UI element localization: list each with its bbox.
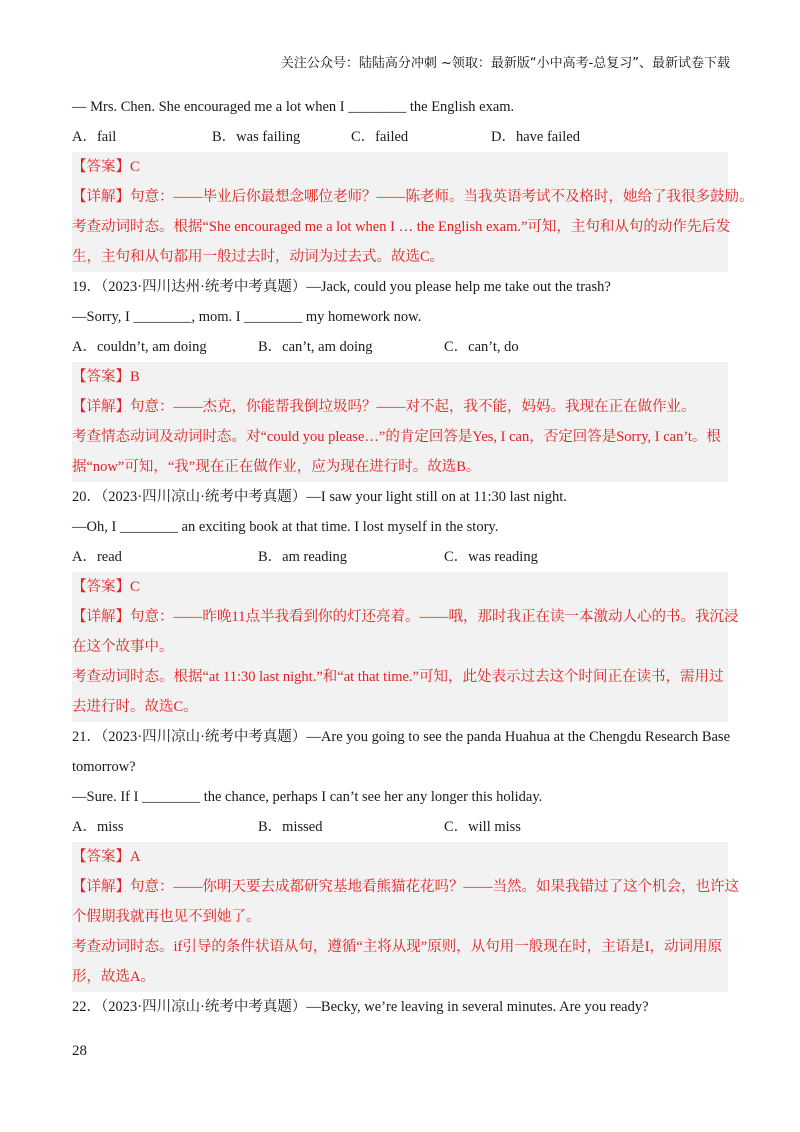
q19-detail-2: 考查情态动词及动词时态。对“could you please…”的肯定回答是Yes, I can，否定回答是Sorry, I can’t。根 <box>72 429 721 445</box>
q20-reply: —Oh, I ________ an exciting book at that time. I lost myself in the story. <box>72 519 499 535</box>
q21-detail-1: 【详解】句意：——你明天要去成都研究基地看熊猫花花吗？——当然。如果我错过了这个机会，也许这 <box>72 879 739 895</box>
q18-options <box>72 122 728 152</box>
q21-detail-3: 考查动词时态。if引导的条件状语从句，遵循“主将从现”原则，从句用一般现在时，主语是I，动词用原 <box>72 939 723 955</box>
q20-options <box>72 542 728 572</box>
q19-option-a: A．couldn’t, am doing <box>72 339 207 355</box>
q18-option-d: D．have failed <box>491 129 580 145</box>
q22-stem: 22．（2023·四川凉山·统考中考真题）—Becky, we’re leaving in several minutes. Are you ready? <box>72 999 649 1015</box>
q18-line: — Mrs. Chen. She encouraged me a lot when I ________ the English exam. <box>72 99 515 115</box>
q20-option-c: C．was reading <box>444 549 538 565</box>
q20-option-a: A．read <box>72 549 122 565</box>
q21-answer: 【答案】A <box>72 849 141 865</box>
q20-detail-2: 在这个故事中。 <box>72 639 174 655</box>
q21-answer-box <box>72 842 739 992</box>
q21-option-a: A．miss <box>72 819 124 835</box>
q18-option-b: B．was failing <box>212 129 301 145</box>
q18-option-c: C．failed <box>351 129 409 145</box>
q18-detail-3: 生，主句和从句都用一般过去时，动词为过去式。故选C。 <box>72 249 445 265</box>
q19-answer-box <box>72 362 728 482</box>
q18-option-a: A．fail <box>72 129 117 145</box>
q21-detail-4: 形，故选A。 <box>72 969 155 985</box>
q19-option-b: B．can’t, am doing <box>258 339 373 355</box>
q20-answer-box <box>72 572 739 722</box>
q21-option-b: B．missed <box>258 819 323 835</box>
q18-answer: 【答案】C <box>72 159 140 175</box>
q21-stem-cont: tomorrow? <box>72 759 136 775</box>
q20-detail-1: 【详解】句意：——昨晚11点半我看到你的灯还亮着。——哦，那时我正在读一本激动人心的书。我沉浸 <box>72 609 739 625</box>
q21-options <box>72 812 728 842</box>
q21-reply: —Sure. If I ________ the chance, perhaps I can’t see her any longer this holiday. <box>72 789 543 805</box>
q21-stem: 21．（2023·四川凉山·统考中考真题）—Are you going to see the panda Huahua at the Chengdu Research Base <box>72 729 730 745</box>
q21-detail-2: 个假期我就再也见不到她了。 <box>72 909 261 925</box>
q19-stem: 19．（2023·四川达州·统考中考真题）—Jack, could you please help me take out the trash? <box>72 279 611 295</box>
q19-option-c: C．can’t, do <box>444 339 519 355</box>
q20-detail-3: 考查动词时态。根据“at 11:30 last night.”和“at that time.”可知，此处表示过去这个时间正在读书，需用过 <box>72 669 724 685</box>
q21-option-c: C．will miss <box>444 819 521 835</box>
q20-detail-4: 去进行时。故选C。 <box>72 699 198 715</box>
q19-options <box>72 332 728 362</box>
q19-detail-1: 【详解】句意：——杰克，你能帮我倒垃圾吗？——对不起，我不能，妈妈。我现在正在做作业。 <box>72 399 696 415</box>
q19-detail-3: 据“now”可知，“我”现在正在做作业，应为现在进行时。故选B。 <box>72 459 481 475</box>
page-number: 28 <box>72 1043 87 1059</box>
q18-detail-1: 【详解】句意：——毕业后你最想念哪位老师？——陈老师。当我英语考试不及格时，她给了我很多鼓励。 <box>72 189 754 205</box>
q20-stem: 20．（2023·四川凉山·统考中考真题）—I saw your light still on at 11:30 last night. <box>72 489 567 505</box>
q19-reply: —Sorry, I ________, mom. I ________ my homework now. <box>72 309 422 325</box>
q20-option-b: B．am reading <box>258 549 347 565</box>
q18-answer-box <box>72 152 754 272</box>
q19-answer: 【答案】B <box>72 369 140 385</box>
page-content <box>72 92 754 1022</box>
q20-answer: 【答案】C <box>72 579 140 595</box>
q18-detail-2: 考查动词时态。根据“She encouraged me a lot when I … the English exam.”可知，主句和从句的动作先后发 <box>72 219 731 235</box>
page-header: 关注公众号：陆陆高分冲刺 ~领取：最新版“小中高考-总复习”、最新试卷下载 <box>280 56 730 71</box>
